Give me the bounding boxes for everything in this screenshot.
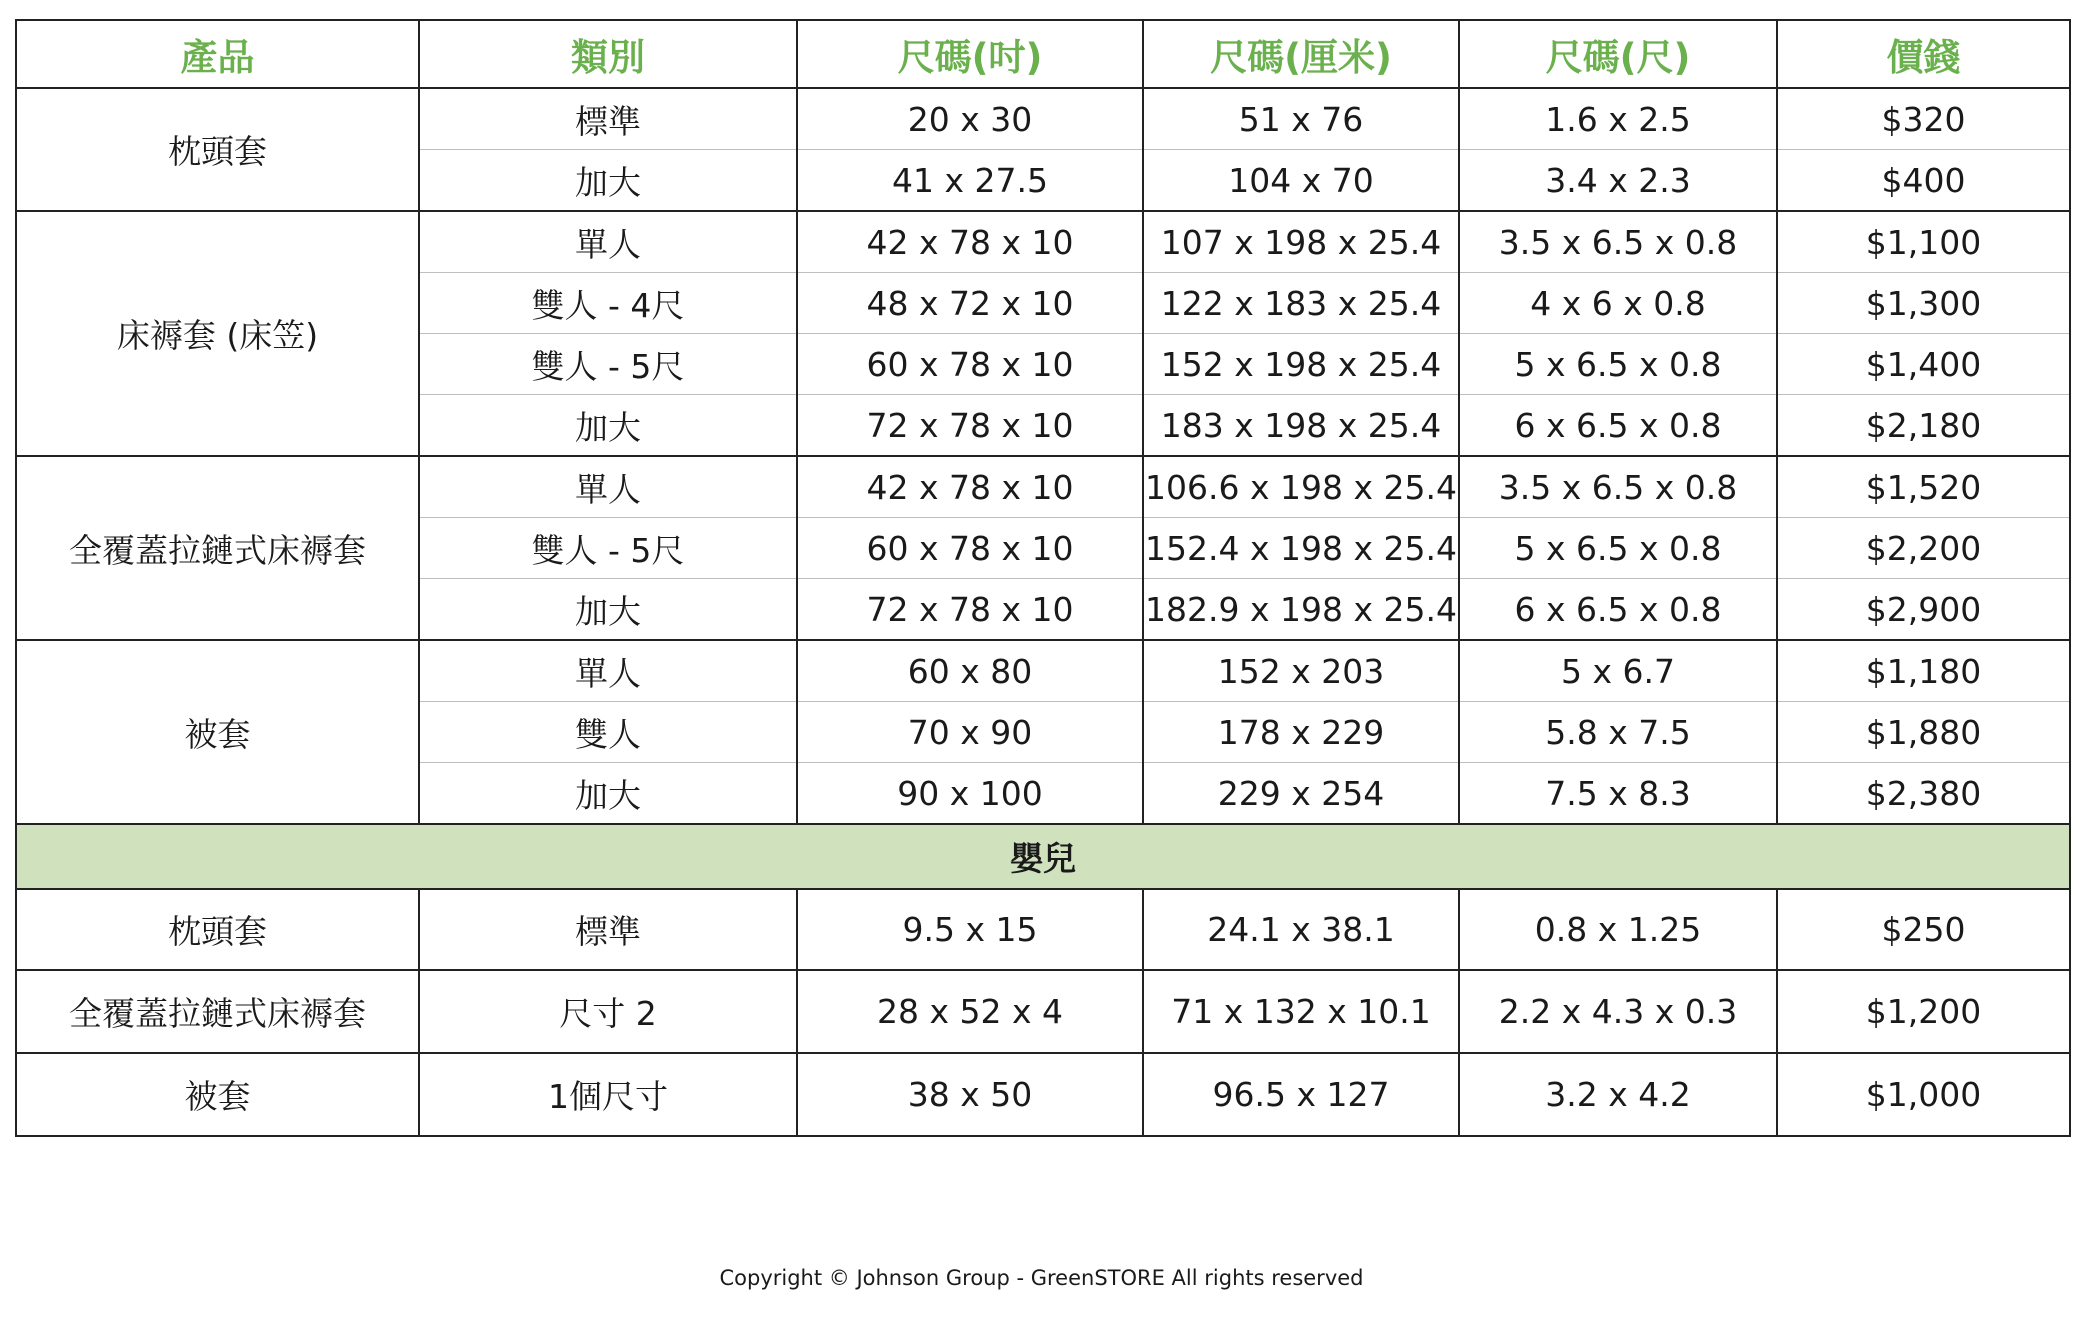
- size-inch-cell: 60 x 78 x 10: [797, 334, 1143, 395]
- size-cm-cell: 178 x 229: [1143, 702, 1459, 763]
- size-chi-cell: 3.5 x 6.5 x 0.8: [1459, 211, 1777, 273]
- category-cell: 雙人 - 4尺: [419, 273, 797, 334]
- price-cell: $2,900: [1777, 579, 2070, 641]
- category-cell: 加大: [419, 395, 797, 457]
- header-category: 類別: [419, 20, 797, 88]
- size-inch-cell: 42 x 78 x 10: [797, 456, 1143, 518]
- size-chi-cell: 6 x 6.5 x 0.8: [1459, 579, 1777, 641]
- size-inch-cell: 48 x 72 x 10: [797, 273, 1143, 334]
- category-cell: 單人: [419, 456, 797, 518]
- header-price: 價錢: [1777, 20, 2070, 88]
- size-cm-cell: 152.4 x 198 x 25.4: [1143, 518, 1459, 579]
- price-cell: $1,520: [1777, 456, 2070, 518]
- table-row: [16, 889, 2070, 970]
- header-size-chi: 尺碼(尺): [1459, 20, 1777, 88]
- category-cell: 雙人 - 5尺: [419, 518, 797, 579]
- size-chi-cell: 5 x 6.5 x 0.8: [1459, 334, 1777, 395]
- size-cm-cell: 229 x 254: [1143, 763, 1459, 825]
- price-cell: $400: [1777, 150, 2070, 212]
- size-cm-cell: 104 x 70: [1143, 150, 1459, 212]
- size-inch-cell: 20 x 30: [797, 88, 1143, 150]
- category-cell: 標準: [419, 889, 797, 970]
- size-inch-cell: 28 x 52 x 4: [797, 970, 1143, 1053]
- price-cell: $2,380: [1777, 763, 2070, 825]
- category-cell: 標準: [419, 88, 797, 150]
- size-inch-cell: 41 x 27.5: [797, 150, 1143, 212]
- size-cm-cell: 122 x 183 x 25.4: [1143, 273, 1459, 334]
- size-inch-cell: 9.5 x 15: [797, 889, 1143, 970]
- price-cell: $320: [1777, 88, 2070, 150]
- product-cell: 被套: [16, 1053, 419, 1136]
- size-inch-cell: 70 x 90: [797, 702, 1143, 763]
- price-cell: $1,100: [1777, 211, 2070, 273]
- price-cell: $2,200: [1777, 518, 2070, 579]
- price-cell: $1,880: [1777, 702, 2070, 763]
- table-row: [16, 88, 2070, 150]
- category-cell: 加大: [419, 150, 797, 212]
- product-cell: 全覆蓋拉鏈式床褥套: [16, 456, 419, 640]
- size-cm-cell: 106.6 x 198 x 25.4: [1143, 456, 1459, 518]
- size-chi-cell: 5.8 x 7.5: [1459, 702, 1777, 763]
- product-cell: 床褥套 (床笠): [16, 211, 419, 456]
- size-inch-cell: 42 x 78 x 10: [797, 211, 1143, 273]
- size-chi-cell: 1.6 x 2.5: [1459, 88, 1777, 150]
- size-inch-cell: 60 x 78 x 10: [797, 518, 1143, 579]
- size-cm-cell: 24.1 x 38.1: [1143, 889, 1459, 970]
- size-cm-cell: 152 x 198 x 25.4: [1143, 334, 1459, 395]
- baby-section-title: 嬰兒: [16, 824, 2070, 889]
- table-row: [16, 640, 2070, 702]
- price-cell: $1,000: [1777, 1053, 2070, 1136]
- category-cell: 1個尺寸: [419, 1053, 797, 1136]
- price-cell: $1,400: [1777, 334, 2070, 395]
- size-inch-cell: 90 x 100: [797, 763, 1143, 825]
- size-chi-cell: 3.5 x 6.5 x 0.8: [1459, 456, 1777, 518]
- size-chi-cell: 7.5 x 8.3: [1459, 763, 1777, 825]
- copyright-footer: Copyright © Johnson Group - GreenSTORE All rights reserved: [719, 1266, 1364, 1290]
- category-cell: 加大: [419, 579, 797, 641]
- size-chi-cell: 4 x 6 x 0.8: [1459, 273, 1777, 334]
- product-cell: 枕頭套: [16, 88, 419, 211]
- size-chi-cell: 3.2 x 4.2: [1459, 1053, 1777, 1136]
- price-cell: $1,200: [1777, 970, 2070, 1053]
- table-row: [16, 456, 2070, 518]
- size-cm-cell: 152 x 203: [1143, 640, 1459, 702]
- price-cell: $250: [1777, 889, 2070, 970]
- size-chi-cell: 5 x 6.5 x 0.8: [1459, 518, 1777, 579]
- product-cell: 枕頭套: [16, 889, 419, 970]
- table-row: [16, 970, 2070, 1053]
- category-cell: 單人: [419, 211, 797, 273]
- size-chi-cell: 6 x 6.5 x 0.8: [1459, 395, 1777, 457]
- price-cell: $1,300: [1777, 273, 2070, 334]
- price-cell: $2,180: [1777, 395, 2070, 457]
- size-cm-cell: 107 x 198 x 25.4: [1143, 211, 1459, 273]
- size-inch-cell: 72 x 78 x 10: [797, 579, 1143, 641]
- size-chi-cell: 5 x 6.7: [1459, 640, 1777, 702]
- size-inch-cell: 38 x 50: [797, 1053, 1143, 1136]
- product-cell: 全覆蓋拉鏈式床褥套: [16, 970, 419, 1053]
- header-product: 產品: [16, 20, 419, 88]
- header-row: [16, 20, 2070, 88]
- baby-section-row: [16, 824, 2070, 889]
- size-inch-cell: 72 x 78 x 10: [797, 395, 1143, 457]
- table-row: [16, 211, 2070, 273]
- size-cm-cell: 182.9 x 198 x 25.4: [1143, 579, 1459, 641]
- product-cell: 被套: [16, 640, 419, 824]
- price-cell: $1,180: [1777, 640, 2070, 702]
- size-chi-cell: 2.2 x 4.3 x 0.3: [1459, 970, 1777, 1053]
- category-cell: 雙人: [419, 702, 797, 763]
- table-row: [16, 1053, 2070, 1136]
- header-size-inch: 尺碼(吋): [797, 20, 1143, 88]
- size-price-table: [15, 19, 2071, 1137]
- size-cm-cell: 51 x 76: [1143, 88, 1459, 150]
- category-cell: 單人: [419, 640, 797, 702]
- size-chi-cell: 3.4 x 2.3: [1459, 150, 1777, 212]
- size-inch-cell: 60 x 80: [797, 640, 1143, 702]
- size-chi-cell: 0.8 x 1.25: [1459, 889, 1777, 970]
- header-size-cm: 尺碼(厘米): [1143, 20, 1459, 88]
- category-cell: 尺寸 2: [419, 970, 797, 1053]
- category-cell: 加大: [419, 763, 797, 825]
- size-cm-cell: 183 x 198 x 25.4: [1143, 395, 1459, 457]
- size-cm-cell: 96.5 x 127: [1143, 1053, 1459, 1136]
- size-cm-cell: 71 x 132 x 10.1: [1143, 970, 1459, 1053]
- category-cell: 雙人 - 5尺: [419, 334, 797, 395]
